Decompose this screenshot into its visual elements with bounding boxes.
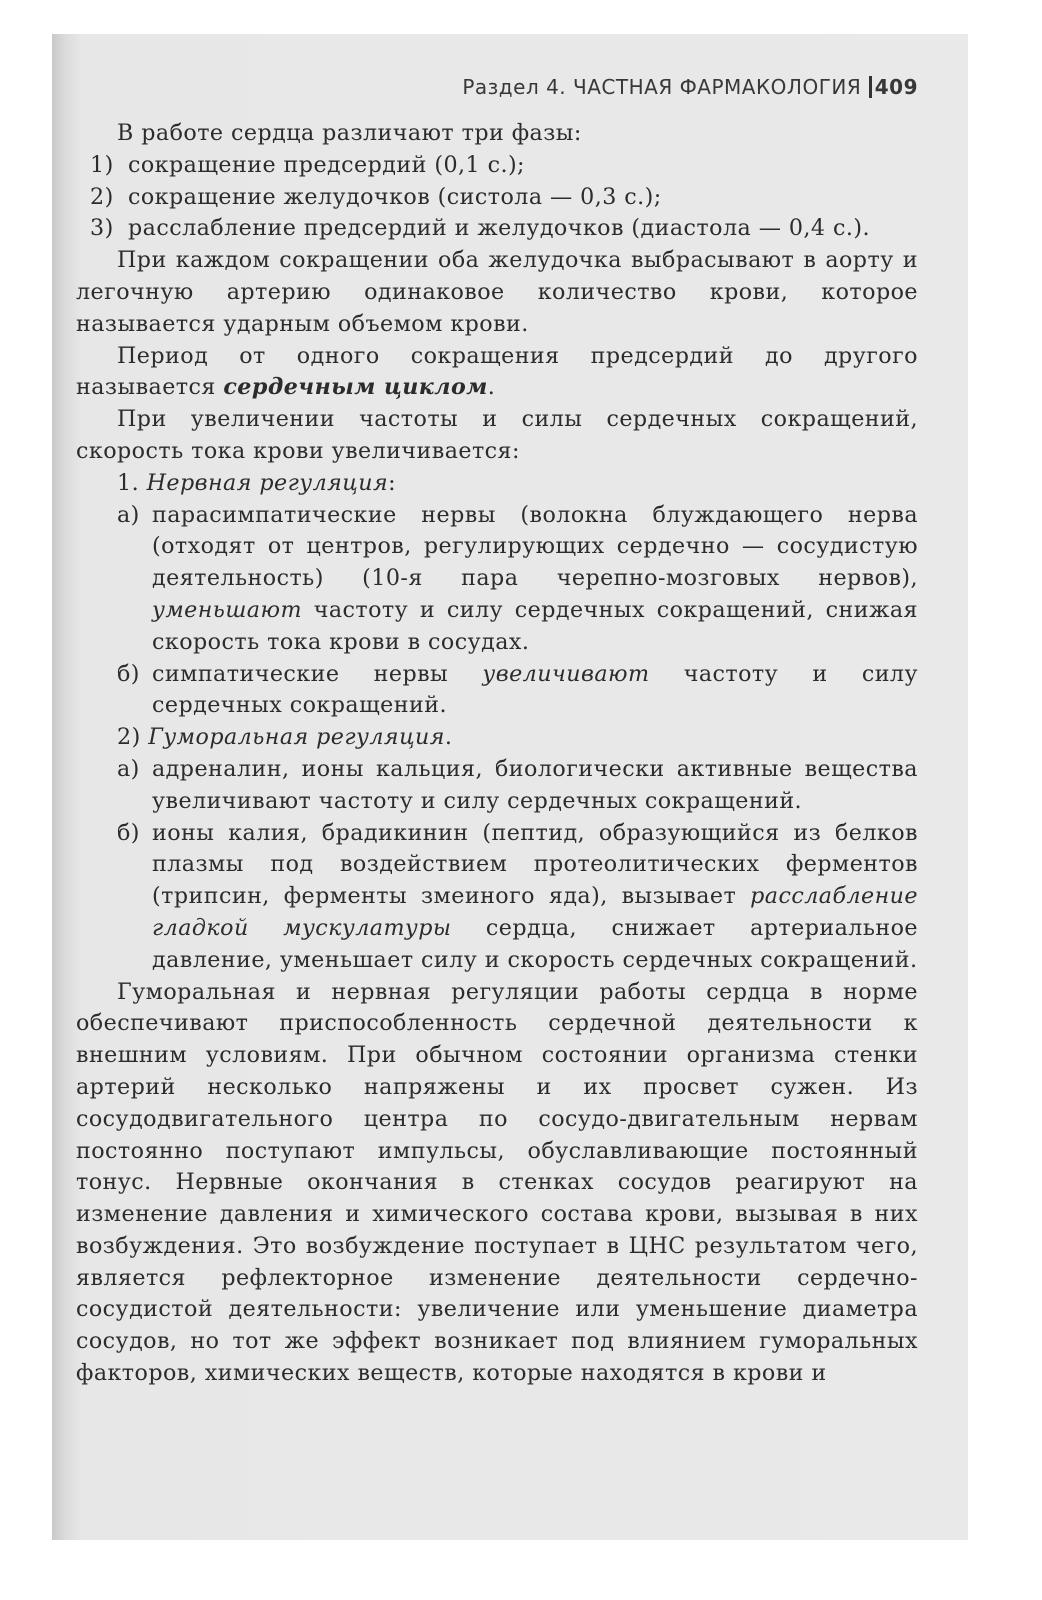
item-text: парасимпатические нервы (волокна блуждающего нерва (отходят от центров, регулирующих сердечно — сосудистую деятельность) (10-я пара черепно-мозговых нервов),	[152, 501, 918, 592]
book-page	[52, 34, 968, 1540]
item-text: ионы калия, брадикинин (пептид, образующийся из белков плазмы под воздействием протеолитических ферментов (трипсин, ферменты змеиного яда), вызывает	[152, 819, 918, 910]
cardiac-cycle-term: сердечным циклом	[223, 374, 488, 401]
paragraph-text: Период от одного сокращения предсердий до другого называется	[76, 342, 918, 401]
list-marker: 1)	[90, 151, 114, 178]
nervous-regulation-heading	[76, 468, 918, 500]
regulation-summary-paragraph: Гуморальная и нервная регуляции работы сердца в норме обеспечивают приспособленность сердечной деятельности к внешним условиям. При обычном состоянии организма стенки артерий несколько напряжены и их просвет сужен. Из сосудодвигательного центра по сосудо-двигательным нервам постоянно поступают импульсы, обуславливающие постоянный тонус. Нервные окончания в стенках сосудов реагируют на изменение давления и химического состава крови, вызывая в них возбуждения. Это возбуждение поступает в ЦНС результатом чего, является рефлекторное изменение деятельности сердечно-сосудистой деятельности: увеличение или уменьшение диаметра сосудов, но тот же эффект возникает под влиянием гуморальных факторов, химических веществ, которые находятся в крови и	[76, 978, 918, 1387]
phase-item	[76, 150, 918, 182]
humoral-regulation-heading	[76, 722, 918, 754]
phase-text: сокращение предсердий (0,1 с.);	[128, 151, 525, 178]
heading-suffix: :	[388, 469, 397, 496]
heading-suffix: .	[444, 724, 453, 751]
phase-item	[76, 213, 918, 245]
nervous-item-sympathetic	[76, 659, 918, 723]
phases-intro: В работе сердца различают три фазы:	[117, 120, 582, 146]
phase-item	[76, 182, 918, 214]
emphasized-word: уменьшают	[152, 596, 302, 623]
humoral-item-potassium	[76, 818, 918, 977]
list-marker: 3)	[90, 215, 114, 242]
heading-title: Гуморальная регуляция	[148, 724, 445, 751]
humoral-item-adrenaline	[76, 754, 918, 818]
page-text	[76, 74, 918, 1390]
paragraph-text: .	[487, 374, 496, 401]
phase-text: сокращение желудочков (систола — 0,3 с.);	[128, 183, 662, 210]
heading-marker: 2)	[117, 724, 141, 751]
blood-flow-paragraph: При увеличении частоты и силы сердечных сокращений, скорость тока крови увеличивается:	[76, 406, 918, 464]
phase-text: расслабление предсердий и желудочков (диастола — 0,4 с.).	[128, 215, 870, 242]
running-head	[76, 74, 918, 100]
list-marker: а)	[117, 501, 140, 528]
item-text: адреналин, ионы кальция, биологически активные вещества увеличивают частоту и силу сердечных сокращений.	[152, 755, 918, 814]
heading-title: Нервная регуляция	[146, 469, 389, 496]
nervous-item-parasympathetic	[76, 500, 918, 659]
list-marker: б)	[117, 660, 140, 687]
list-marker: 2)	[90, 183, 114, 210]
item-text: частоту и силу сердечных сокращений, снижая скорость тока крови в сосудах.	[152, 596, 918, 655]
item-text: сердца, снижает артериальное давление, уменьшает силу и скорость сердечных сокращений.	[152, 914, 919, 973]
emphasized-word: увеличивают	[482, 660, 650, 687]
header-separator	[869, 76, 872, 98]
emphasized-phrase: расслабление гладкой мускулатуры	[152, 883, 918, 941]
item-text: частоту и силу сердечных сокращений.	[152, 660, 918, 719]
item-text: симпатические нервы	[152, 660, 483, 687]
list-marker: а)	[117, 755, 140, 782]
heading-marker: 1.	[117, 469, 140, 496]
cardiac-cycle-paragraph	[76, 341, 918, 405]
stroke-volume-paragraph: При каждом сокращении оба желудочка выбрасывают в аорту и легочную артерию одинаковое количество крови, которое называется ударным объемом крови.	[76, 247, 918, 337]
page-number: 409	[874, 75, 918, 99]
section-title: Раздел 4. ЧАСТНАЯ ФАРМАКОЛОГИЯ	[462, 75, 862, 99]
list-marker: б)	[117, 819, 140, 846]
